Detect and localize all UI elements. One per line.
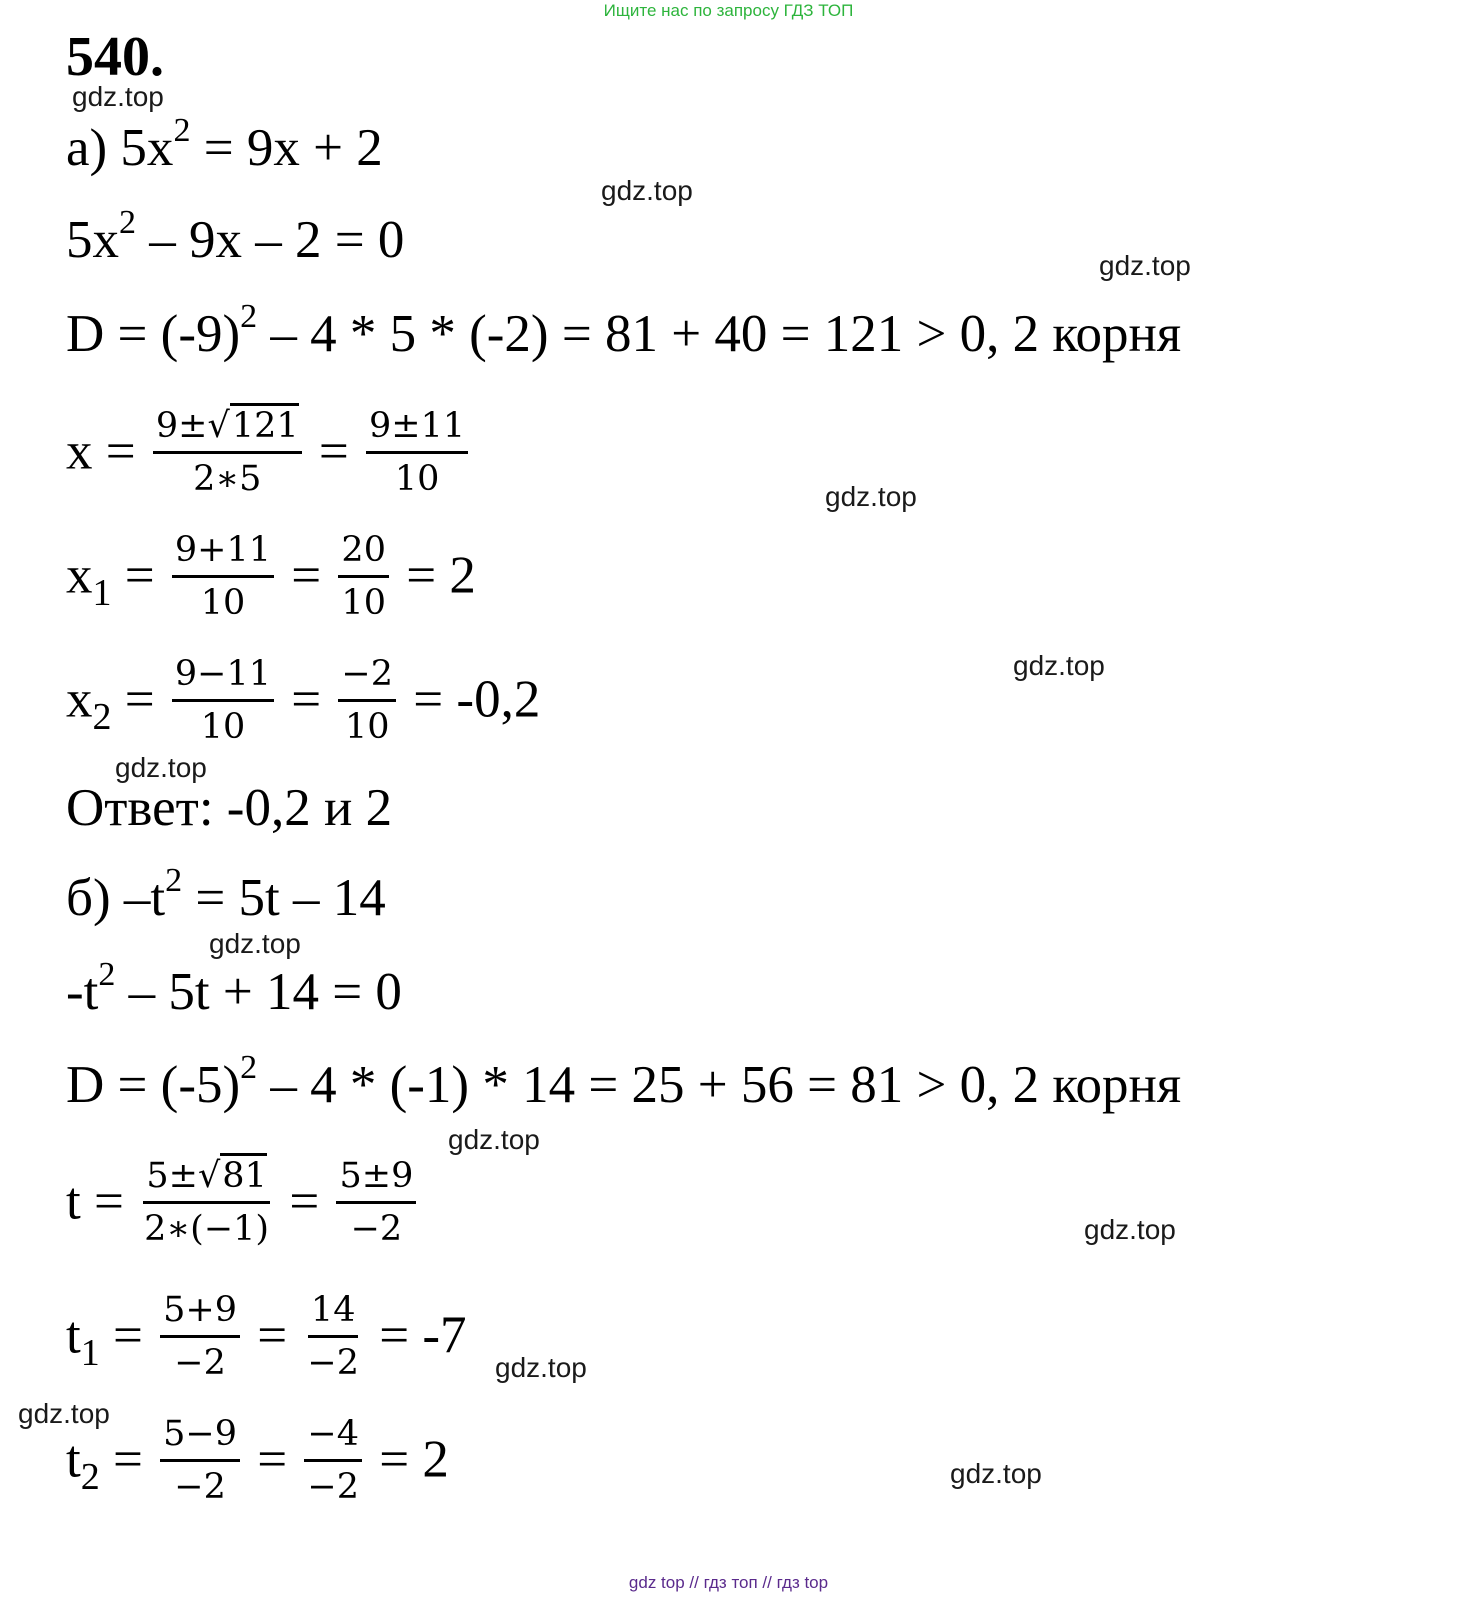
standard-form-b: $-t^2 - 5t + 14 = 0$ [66,956,402,1021]
watermark: gdz.top [209,928,301,959]
roots-formula-b: t = $\frac{5\pm√81}{2∗(-1)}$ = $\frac{5\pm 9}{-2}$ [66,1158,420,1255]
roots-formula-a: x = $\frac{9\pm√121}{2∗5}$ = $\frac{9\pm 11}{10}$ [66,408,472,505]
fraction: $\frac{-2}{10}$ [338,652,396,749]
fraction: $\frac{5\pm 9}{-2}$ [336,1154,416,1251]
answer-a: Ответ: -0,2 и 2 [66,779,393,837]
root-t2: $t_2$ = $\frac{5-9}{-2}$ = $\frac{-4}{-2}$ = 2 [66,1414,449,1507]
watermark: gdz.top [448,1124,540,1155]
fraction: $\frac{9\pm√121}{2∗5}$ [153,404,302,501]
watermark: gdz.top [1013,650,1105,681]
top-banner: Ищите нас по запросу ГДЗ ТОП [603,1,854,20]
root-x1: $x_1$ = $\frac{9+11}{10}$ = $\frac{20}{10}$ = 2 [66,530,476,623]
fraction: $\frac{9-11}{10}$ [172,652,274,749]
fraction: $\frac{5-9}{-2}$ [160,1412,240,1509]
discriminant-a: $D = (-9)^2 - 4 * 5 * (-2) = 81 + 40 = 121 > 0$, 2 корня [66,298,1182,363]
watermark: gdz.top [72,81,164,112]
fraction: $\frac{-4}{-2}$ [304,1412,362,1509]
equation-a: а) $5x^2 = 9x + 2$ [66,112,383,177]
fraction: $\frac{9\pm 11}{10}$ [366,404,468,501]
watermark: gdz.top [950,1458,1042,1489]
fraction: $\frac{14}{-2}$ [307,1290,359,1383]
watermark: gdz.top [601,175,693,206]
watermark: gdz.top [825,481,917,512]
watermark: gdz.top [495,1352,587,1383]
root-x2: $x_2$ = $\frac{9-11}{10}$ = $\frac{-2}{10}$ = -0,2 [66,654,541,747]
fraction: $\frac{5+9}{-2}$ [160,1288,240,1385]
task-number: 540. [66,26,164,88]
discriminant-b: $D = (-5)^2 - 4 * (-1) * 14 = 25 + 56 = 81 > 0$, 2 корня [66,1049,1182,1114]
equation-b: б) $-t^2 = 5t - 14$ [66,862,386,927]
footer-links[interactable]: gdz top // гдз топ // гдз top [628,1573,829,1592]
standard-form-a: $5x^2 - 9x - 2 = 0$ [66,204,405,269]
watermark: gdz.top [115,752,207,783]
fraction: $\frac{20}{10}$ [338,528,389,625]
fraction: $\frac{9+11}{10}$ [172,528,274,625]
watermark: gdz.top [1099,250,1191,281]
watermark: gdz.top [1084,1214,1176,1245]
fraction: $\frac{5\pm√81}{2∗(-1)}$ [141,1154,272,1251]
watermark: gdz.top [18,1398,110,1429]
root-t1: $t_1$ = $\frac{5+9}{-2}$ = $\frac{14}{-2}$ = -7 [66,1290,467,1383]
